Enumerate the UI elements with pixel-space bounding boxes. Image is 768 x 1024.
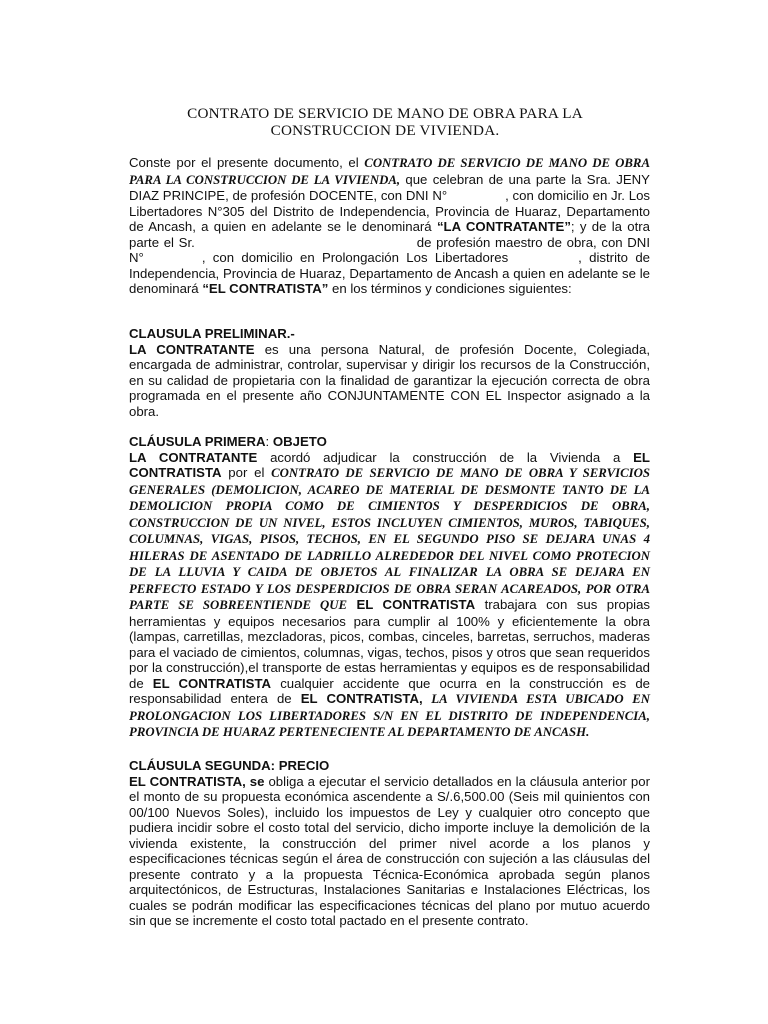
party-name: “EL CONTRATISTA” (202, 281, 329, 296)
clause-heading-title: OBJETO (272, 434, 327, 449)
intro-text: de profesión maestro de obra, con DNI N° (129, 234, 650, 265)
document-title (120, 106, 650, 139)
clause-heading-sep: : (265, 434, 273, 449)
clause-text: por el (221, 465, 272, 480)
clause-text: trabajara con sus propias herramientas y equipos necesarios para cumplir al 100% y eficientemente la obra (lampas, carretillas, mezcladoras, picos, combas, cinceles, barretas, serruchos, maderas para el vaciado de cimientos, columnas, vigas, techos, pisos y otros que sean requeridos por la construcción),el transporte de estas herramientas y equipos es de responsabilidad de (129, 597, 651, 691)
party-name: EL CONTRATISTA, (300, 691, 423, 706)
clause-text-bold: se (245, 773, 265, 789)
intro-text: , distrito de Independencia, Provincia de Huaraz, Departamento de Ancash a quien en adelante se le denominará (129, 250, 650, 296)
clause-text: obliga a ejecutar el servicio detallados en la cláusula anterior por el monto de su propuesta económica ascendente a S/.6,500.00 (Seis mil quinientos con 00/100 Nuevos Soles), incluido los impuestos de Ley y cualquier otro concepto que pudiera incidir sobre el costo total del servicio, dicho importe incluye la demolición de la vivienda existente, la construcción del primer nivel acorde a los planos y especificaciones técnicas según el área de construcción con sujeción a las cláusulas del presente contrato y a la propuesta Técnica-Económica aprobada según planos arquitectónicos, de Estructuras, Instalaciones Sanitarias e Instalaciones Eléctricas, los cuales se podrán modificar las especificaciones técnicas del plano por mutuo acuerdo sin que se incremente el costo total pactado en el presente contrato. (129, 773, 650, 928)
clause-preliminar (129, 326, 650, 419)
party-name: EL CONTRATISTA, (129, 773, 246, 789)
intro-text: , con domicilio en Prolongación Los Libertadores (201, 250, 509, 265)
location-description: LA VIVIENDA ESTA UBICADO EN PROLONGACION LOS LIBERTADORES S/N EN EL DISTRITO DE INDEPENDENCIA, PROVINCIA DE HUARAZ PERTENECIENTE AL DEPARTAMENTO DE ANCASH. (129, 692, 651, 739)
clause-segunda (129, 758, 650, 929)
clause-text: es una persona Natural, de profesión Docente, Colegiada, encargada de administrar, controlar, supervisar y dirigir los recursos de la Construcción, en su calidad de propietaria con la finalidad de garantizar la ejecución correcta de obra programada en el presente año CONJUNTAMENTE CON EL Inspector asignado a la obra. (129, 341, 651, 419)
party-name: “LA CONTRATANTE” (436, 219, 571, 234)
intro-paragraph (129, 155, 650, 297)
clause-heading-label: CLÁUSULA PRIMERA (129, 434, 266, 449)
party-name: EL CONTRATISTA (152, 675, 272, 691)
party-name: LA CONTRATANTE (129, 341, 255, 357)
party-name: EL CONTRATISTA (347, 597, 476, 612)
title-line-1: CONTRATO DE SERVICIO DE MANO DE OBRA PARA LA (187, 105, 583, 122)
clause-heading: CLAUSULA PRELIMINAR.- (129, 326, 295, 341)
intro-text: Conste por el presente documento, el (129, 155, 365, 170)
clause-text: acordó adjudicar la construcción de la Vivienda a (257, 449, 634, 465)
clause-text: cualquier accidente que ocurra en la construcción es de responsabilidad entera de (129, 675, 651, 706)
intro-text: en los términos y condiciones siguientes: (328, 281, 572, 296)
intro-text: ; y de la otra parte el Sr. (129, 219, 651, 250)
title-line-2: CONSTRUCCION DE VIVIENDA. (270, 121, 500, 139)
service-description: CONTRATO DE SERVICIO DE MANO DE OBRA Y SERVICIOS GENERALES (DEMOLICION, ACAREO DE MATERIAL DE DESMONTE TANTO DE LA DEMOLICION PROPIA COMO DE CIMIENTOS Y DESPERDICIOS DE OBRA, CONSTRUCCION DE UN NIVEL, ESTOS INCLUYEN CIMIENTOS, MUROS, TABIQUES, COLUMNAS, VIGAS, PISOS, TECHOS, EN EL SEGUNDO PISO SE DEJARA UNAS 4 HILERAS DE ASENTADO DE LADRILLO ALREDEDOR DEL NIVEL COMO PROTECION DE LA LLUVIA Y CAIDA DE OBJETOS AL FINALIZAR LA OBRA SE DEJARA EN PERFECTO ESTADO Y LOS DESPERDICIOS DE OBRA SERAN ACAREADOS, POR OTRA PARTE SE SOBREENTIENDE QUE (129, 466, 650, 612)
party-name: EL CONTRATISTA (129, 449, 650, 480)
contract-name: CONTRATO DE SERVICIO DE MANO DE OBRA PARA LA CONSTRUCCION DE LA VIVIENDA, (129, 156, 650, 187)
party-name: LA CONTRATANTE (129, 449, 258, 465)
intro-text: , con domicilio en Jr. Los Libertadores N°305 del Distrito de Independencia, Provincia de Huaraz, Departamento de Ancash, a quien en adelante se le denominará (129, 188, 650, 234)
clause-heading: CLÁUSULA SEGUNDA: PRECIO (129, 758, 330, 773)
clause-heading (129, 434, 650, 450)
clause-primera (129, 434, 650, 741)
intro-text: que celebran de una parte la Sra. JENY DIAZ PRINCIPE, de profesión DOCENTE, con DNI N° (129, 171, 650, 203)
